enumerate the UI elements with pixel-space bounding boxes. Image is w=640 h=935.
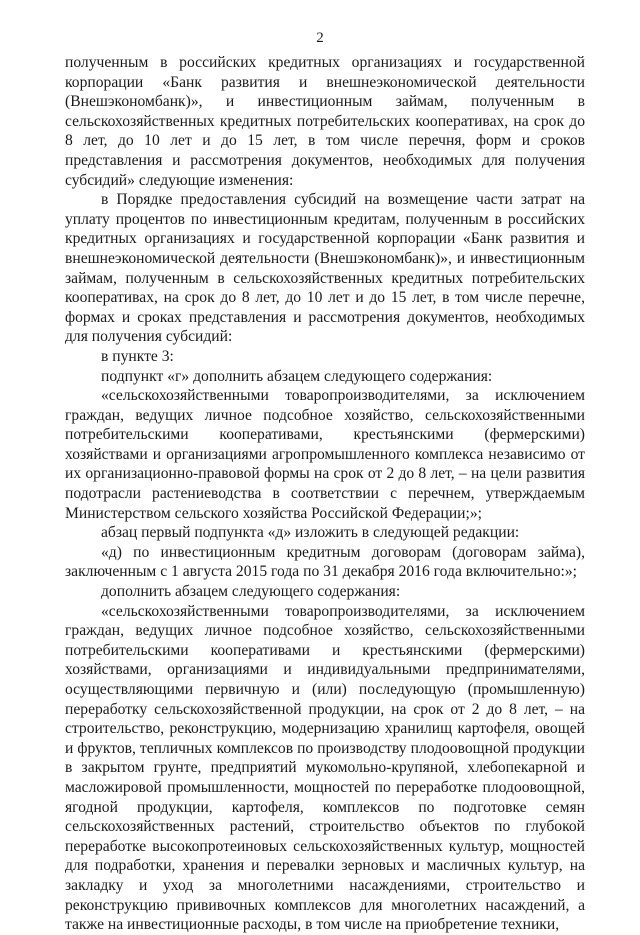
document-body [65, 53, 585, 935]
paragraph-subpoint-g: подпункт «г» дополнить абзацем следующего содержания: [101, 367, 493, 385]
page-number: 2 [316, 30, 324, 46]
paragraph-continuation: полученным в российских кредитных организациях и государственной корпорации «Банк развития и внешнеэкономической деятельности (Внешэкономбанк)», и инвестиционным займам, полученным в сельскохозяйственных кредитных потребительских кооперативах, на срок до 8 лет, до 10 лет и до 15 лет, в том числе перечня, форм и сроков представления и рассмотрения документов, необходимых для получения субсидий» следующие изменения: [65, 54, 585, 189]
paragraph-quote-crop-production: «сельскохозяйственными товаропроизводителями, за исключением граждан, ведущих личное подсобное хозяйство, сельскохозяйственными потребительскими кооперативами, крестьянскими (фермерскими) хозяйствами и организациями агропромышленного комплекса независимо от их организационно-правовой формы на срок от 2 до 8 лет, – на цели развития подотрасли растениеводства в соответствии с перечнем, утверждаемым Министерством сельского хозяйства Российской Федерации;»; [65, 387, 585, 522]
paragraph-subpoint-d: абзац первый подпункта «д» изложить в следующей редакции: [101, 524, 520, 542]
paragraph-supplement: дополнить абзацем следующего содержания: [101, 583, 401, 601]
paragraph-order-amendment: в Порядке предоставления субсидий на возмещение части затрат на уплату процентов по инвестиционным кредитам, полученным в российских кредитных организациях и государственной корпорации «Банк развития и внешнеэкономической деятельности (Внешэкономбанк)», и инвестиционным займам, полученным в сельскохозяйственных кредитных потребительских кооперативах, на срок до 8 лет, до 10 лет и до 15 лет, в том числе перечне, формах и сроках представления и рассмотрения документов, необходимых для получения субсидий: [65, 191, 585, 346]
paragraph-quote-d: «д) по инвестиционным кредитным договорам (договорам займа), заключенным с 1 августа 2015 года по 31 декабря 2016 года включительно:»; [65, 543, 585, 581]
paragraph-quote-processing: «сельскохозяйственными товаропроизводителями, за исключением граждан, ведущих личное подсобное хозяйство, сельскохозяйственными потребительскими кооперативами и крестьянскими (фермерскими) хозяйствами, организациями и индивидуальными предпринимателями, осуществляющими первичную и (или) последующую (промышленную) переработку сельскохозяйственной продукции, на срок от 2 до 8 лет, – на строительство, реконструкцию, модернизацию хранилищ картофеля, овощей и фруктов, тепличных комплексов по производству плодоовощной продукции в закрытом грунте, предприятий мукомольно-крупяной, хлебопекарной и масложировой промышленности, мощностей по переработке плодоовощной, ягодной продукции, картофеля, комплексов по подготовке семян сельскохозяйственных растений, строительство объектов по глубокой переработке высокопротеиновых сельскохозяйственных культур, мощностей для подработки, хранения и перевалки зерновых и масличных культур, на закладку и уход за многолетними насаждениями, строительство и реконструкцию прививочных комплексов для многолетних насаждений, а также на инвестиционные расходы, в том числе на приобретение техники, [65, 602, 585, 934]
paragraph-point-3: в пункте 3: [101, 347, 174, 365]
